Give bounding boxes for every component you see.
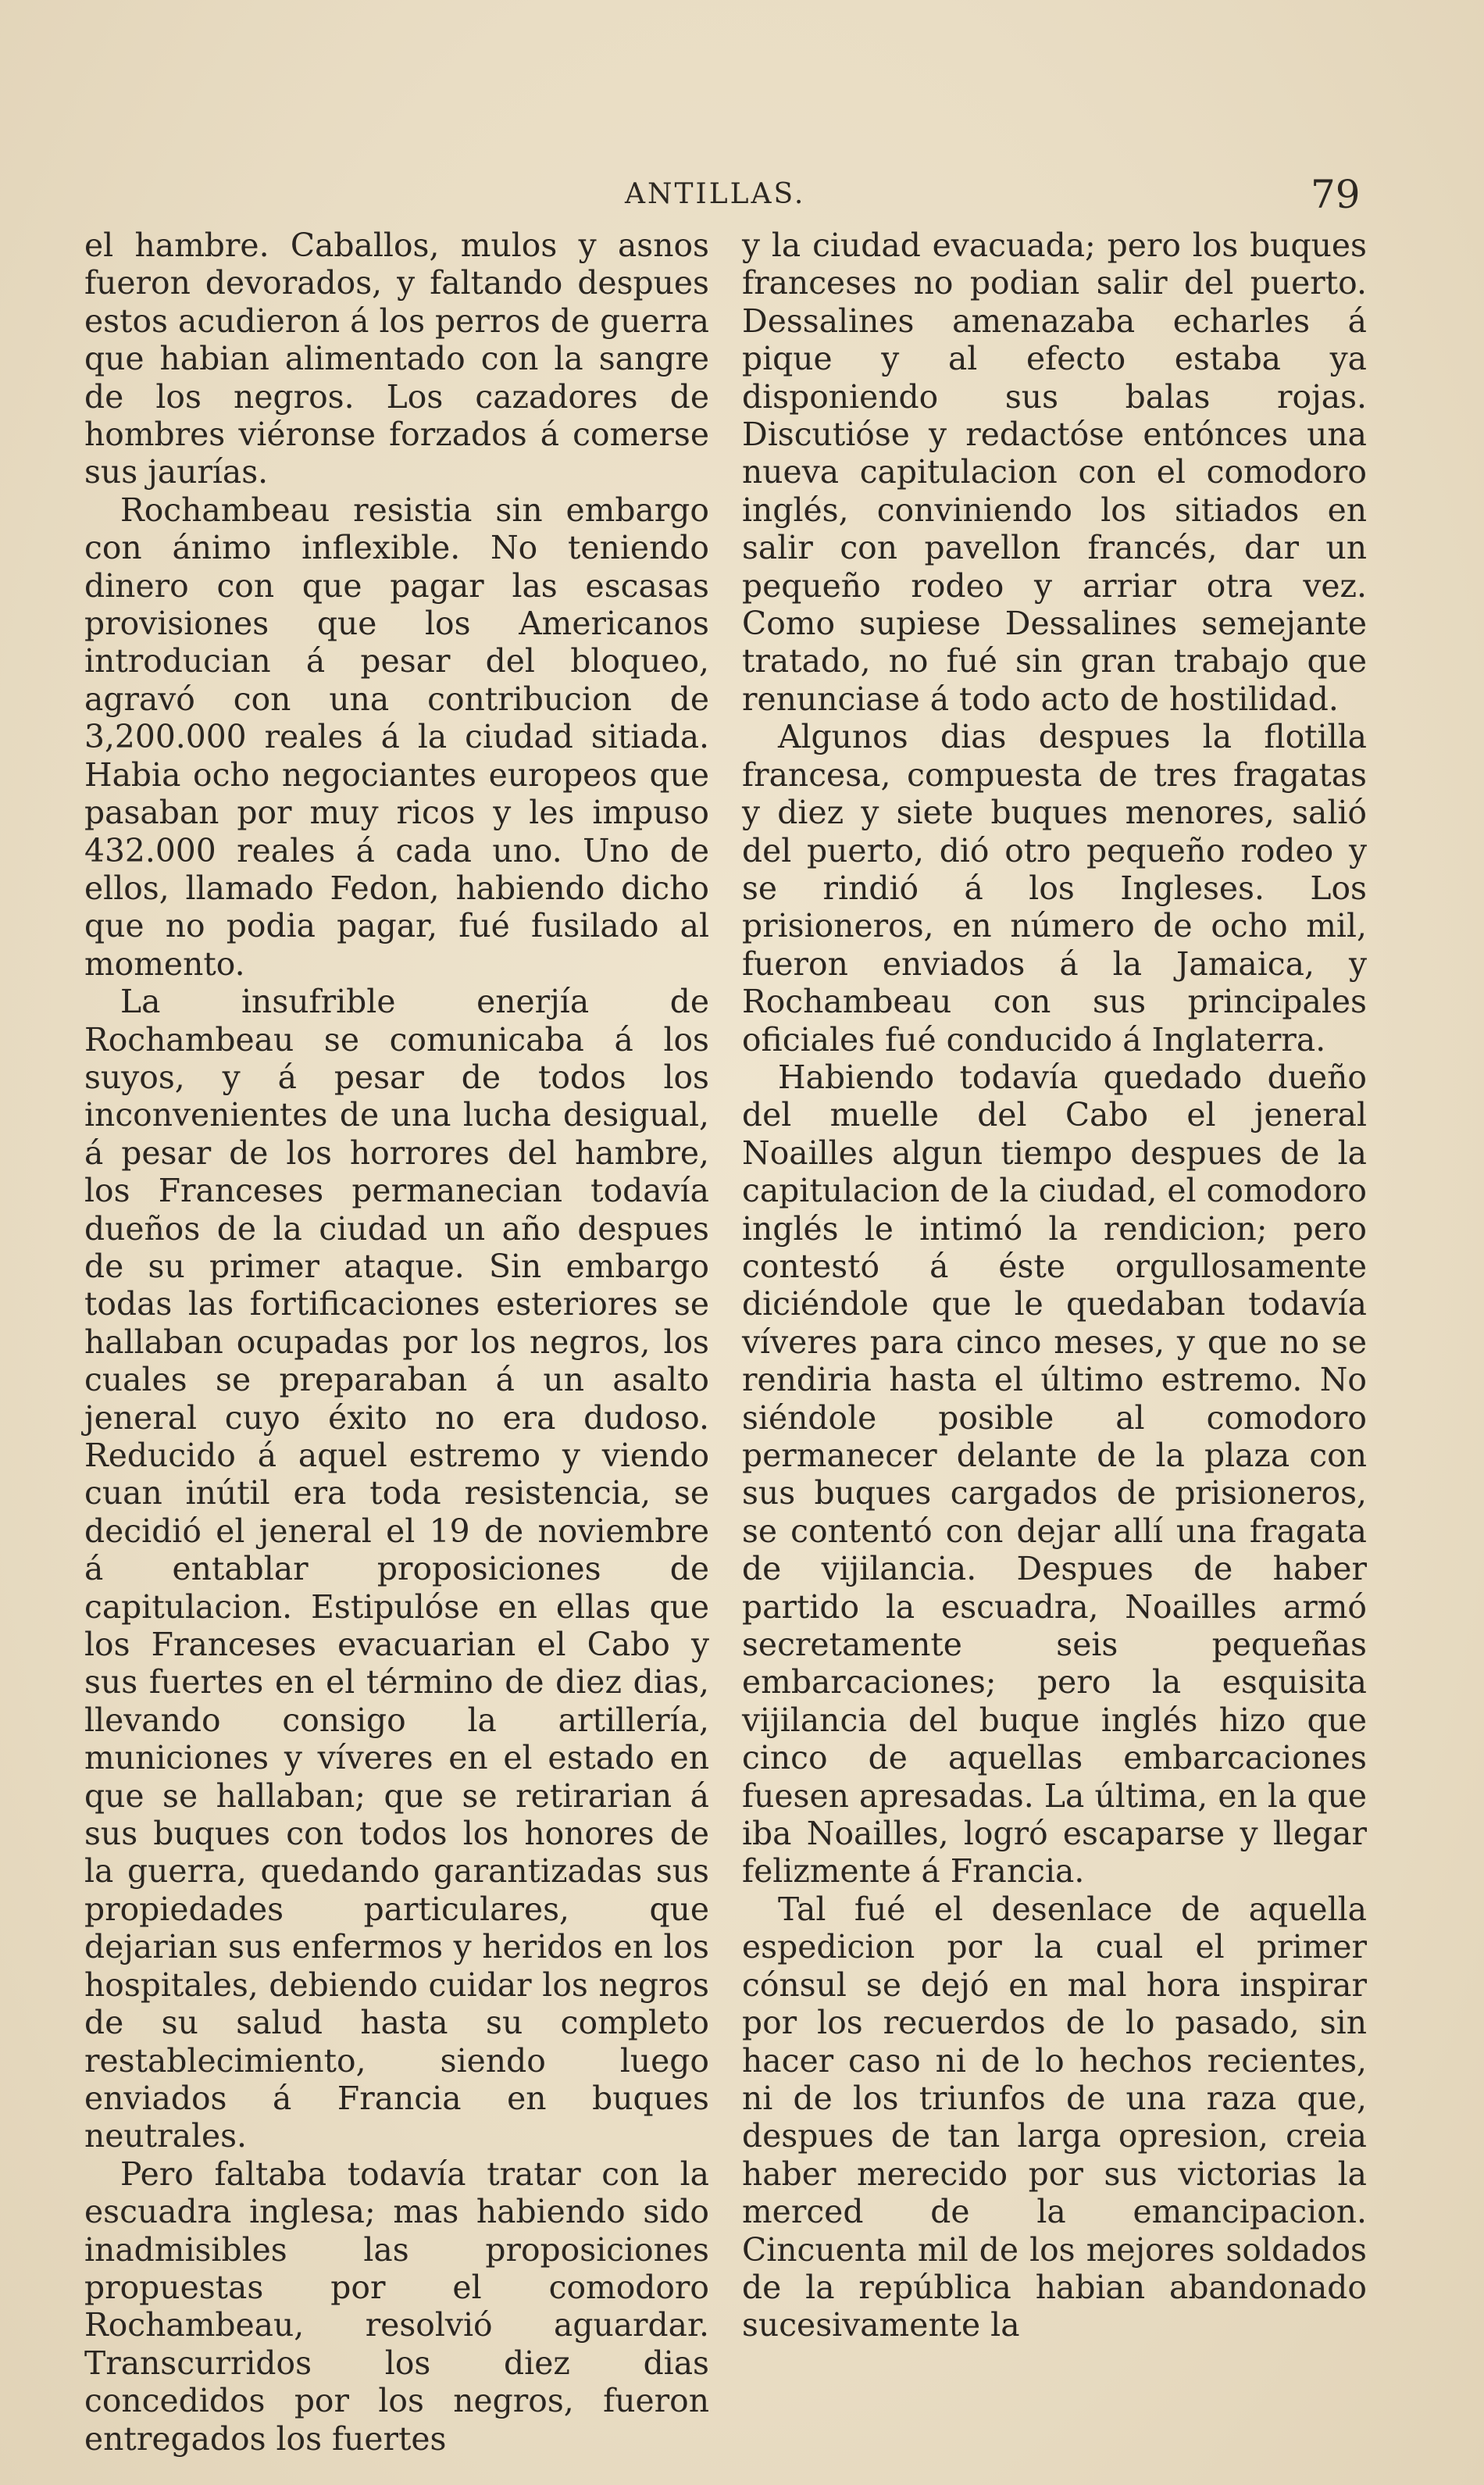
paragraph: Tal fué el desenlace de aquella espedicion por la cual el primer cónsul se dejó en mal hora inspirar por los recuerdos de lo pasado, sin hacer caso ni de lo hechos recientes, ni de los triunfos de una raza que, despues de tan larga opresion, creia haber merecido por sus victorias la merced de la emancipacion. Cincuenta mil de los mejores soldados de la república habian abandonado sucesivamente la — [742, 1890, 1367, 2344]
running-title: ANTILLAS. — [625, 178, 806, 210]
paragraph: y la ciudad evacuada; pero los buques franceses no podian salir del puerto. Dessalines amenazaba echarles á pique y al efecto estaba ya disponiendo sus balas rojas. Discutióse y redactóse entónces una nueva capitulacion con el comodoro inglés, conviniendo los sitiados en salir con pavellon francés, dar un pequeño rodeo y arriar otra vez. Como supiese Dessalines semejante tratado, no fué sin gran trabajo que renunciase á todo acto de hostilidad. — [742, 227, 1367, 718]
running-head — [0, 172, 1484, 225]
paragraph: La insufrible enerjía de Rochambeau se comunicaba á los suyos, y á pesar de todos los inconvenientes de una lucha desigual, á pesar de los horrores del hambre, los Franceses permanecian todavía dueños de la ciudad un año despues de su primer ataque. Sin embargo todas las fortificaciones esteriores se hallaban ocupadas por los negros, los cuales se preparaban á un asalto jeneral cuyo éxito no era dudoso. Reducido á aquel estremo y viendo cuan inútil era toda resistencia, se decidió el jeneral el 19 de noviembre á entablar proposiciones de capitulacion. Estipulóse en ellas que los Franceses evacuarian el Cabo y sus fuertes en el término de diez dias, llevando consigo la artillería, municiones y víveres en el estado en que se hallaban; que se retirarian á sus buques con todos los honores de la guerra, quedando garantizadas sus propiedades particulares, que dejarian sus enfermos y heridos en los hospitales, debiendo cuidar los negros de su salud hasta su completo restablecimiento, siendo luego enviados á Francia en buques neutrales. — [84, 983, 709, 2155]
paragraph: Habiendo todavía quedado dueño del muelle del Cabo el jeneral Noailles algun tiempo despues de la capitulacion de la ciudad, el comodoro inglés le intimó la rendicion; pero contestó á éste orgullosamente diciéndole que le quedaban todavía víveres para cinco meses, y que no se rendiria hasta el último estremo. No siéndole posible al comodoro permanecer delante de la plaza con sus buques cargados de prisioneros, se contentó con dejar allí una fragata de vijilancia. Despues de haber partido la escuadra, Noailles armó secretamente seis pequeñas embarcaciones; pero la esquisita vijilancia del buque inglés hizo que cinco de aquellas embarcaciones fuesen apresadas. La última, en la que iba Noailles, logró escaparse y llegar felizmente á Francia. — [742, 1058, 1367, 1891]
page-number: 79 — [1311, 172, 1361, 217]
left-column — [84, 227, 709, 2458]
paragraph: el hambre. Caballos, mulos y asnos fueron devorados, y faltando despues estos acudieron á los perros de guerra que habian alimentado con la sangre de los negros. Los cazadores de hombres viéronse forzados á comerse sus jaurías. — [84, 227, 709, 491]
paragraph: Rochambeau resistia sin embargo con ánimo inflexible. No teniendo dinero con que pagar las escasas provisiones que los Americanos introducian á pesar del bloqueo, agravó con una contribucion de 3,200.000 reales á la ciudad sitiada. Habia ocho negociantes europeos que pasaban por muy ricos y les impuso 432.000 reales á cada uno. Uno de ellos, llamado Fedon, habiendo dicho que no podia pagar, fué fusilado al momento. — [84, 491, 709, 983]
right-column — [742, 227, 1367, 2344]
paragraph: Algunos dias despues la flotilla francesa, compuesta de tres fragatas y diez y siete buques menores, salió del puerto, dió otro pequeño rodeo y se rindió á los Ingleses. Los prisioneros, en número de ocho mil, fueron enviados á la Jamaica, y Rochambeau con sus principales oficiales fué conducido á Inglaterra. — [742, 718, 1367, 1059]
paragraph: Pero faltaba todavía tratar con la escuadra inglesa; mas habiendo sido inadmisibles las proposiciones propuestas por el comodoro Rochambeau, resolvió aguardar. Transcurridos los diez dias concedidos por los negros, fueron entregados los fuertes — [84, 2155, 709, 2458]
